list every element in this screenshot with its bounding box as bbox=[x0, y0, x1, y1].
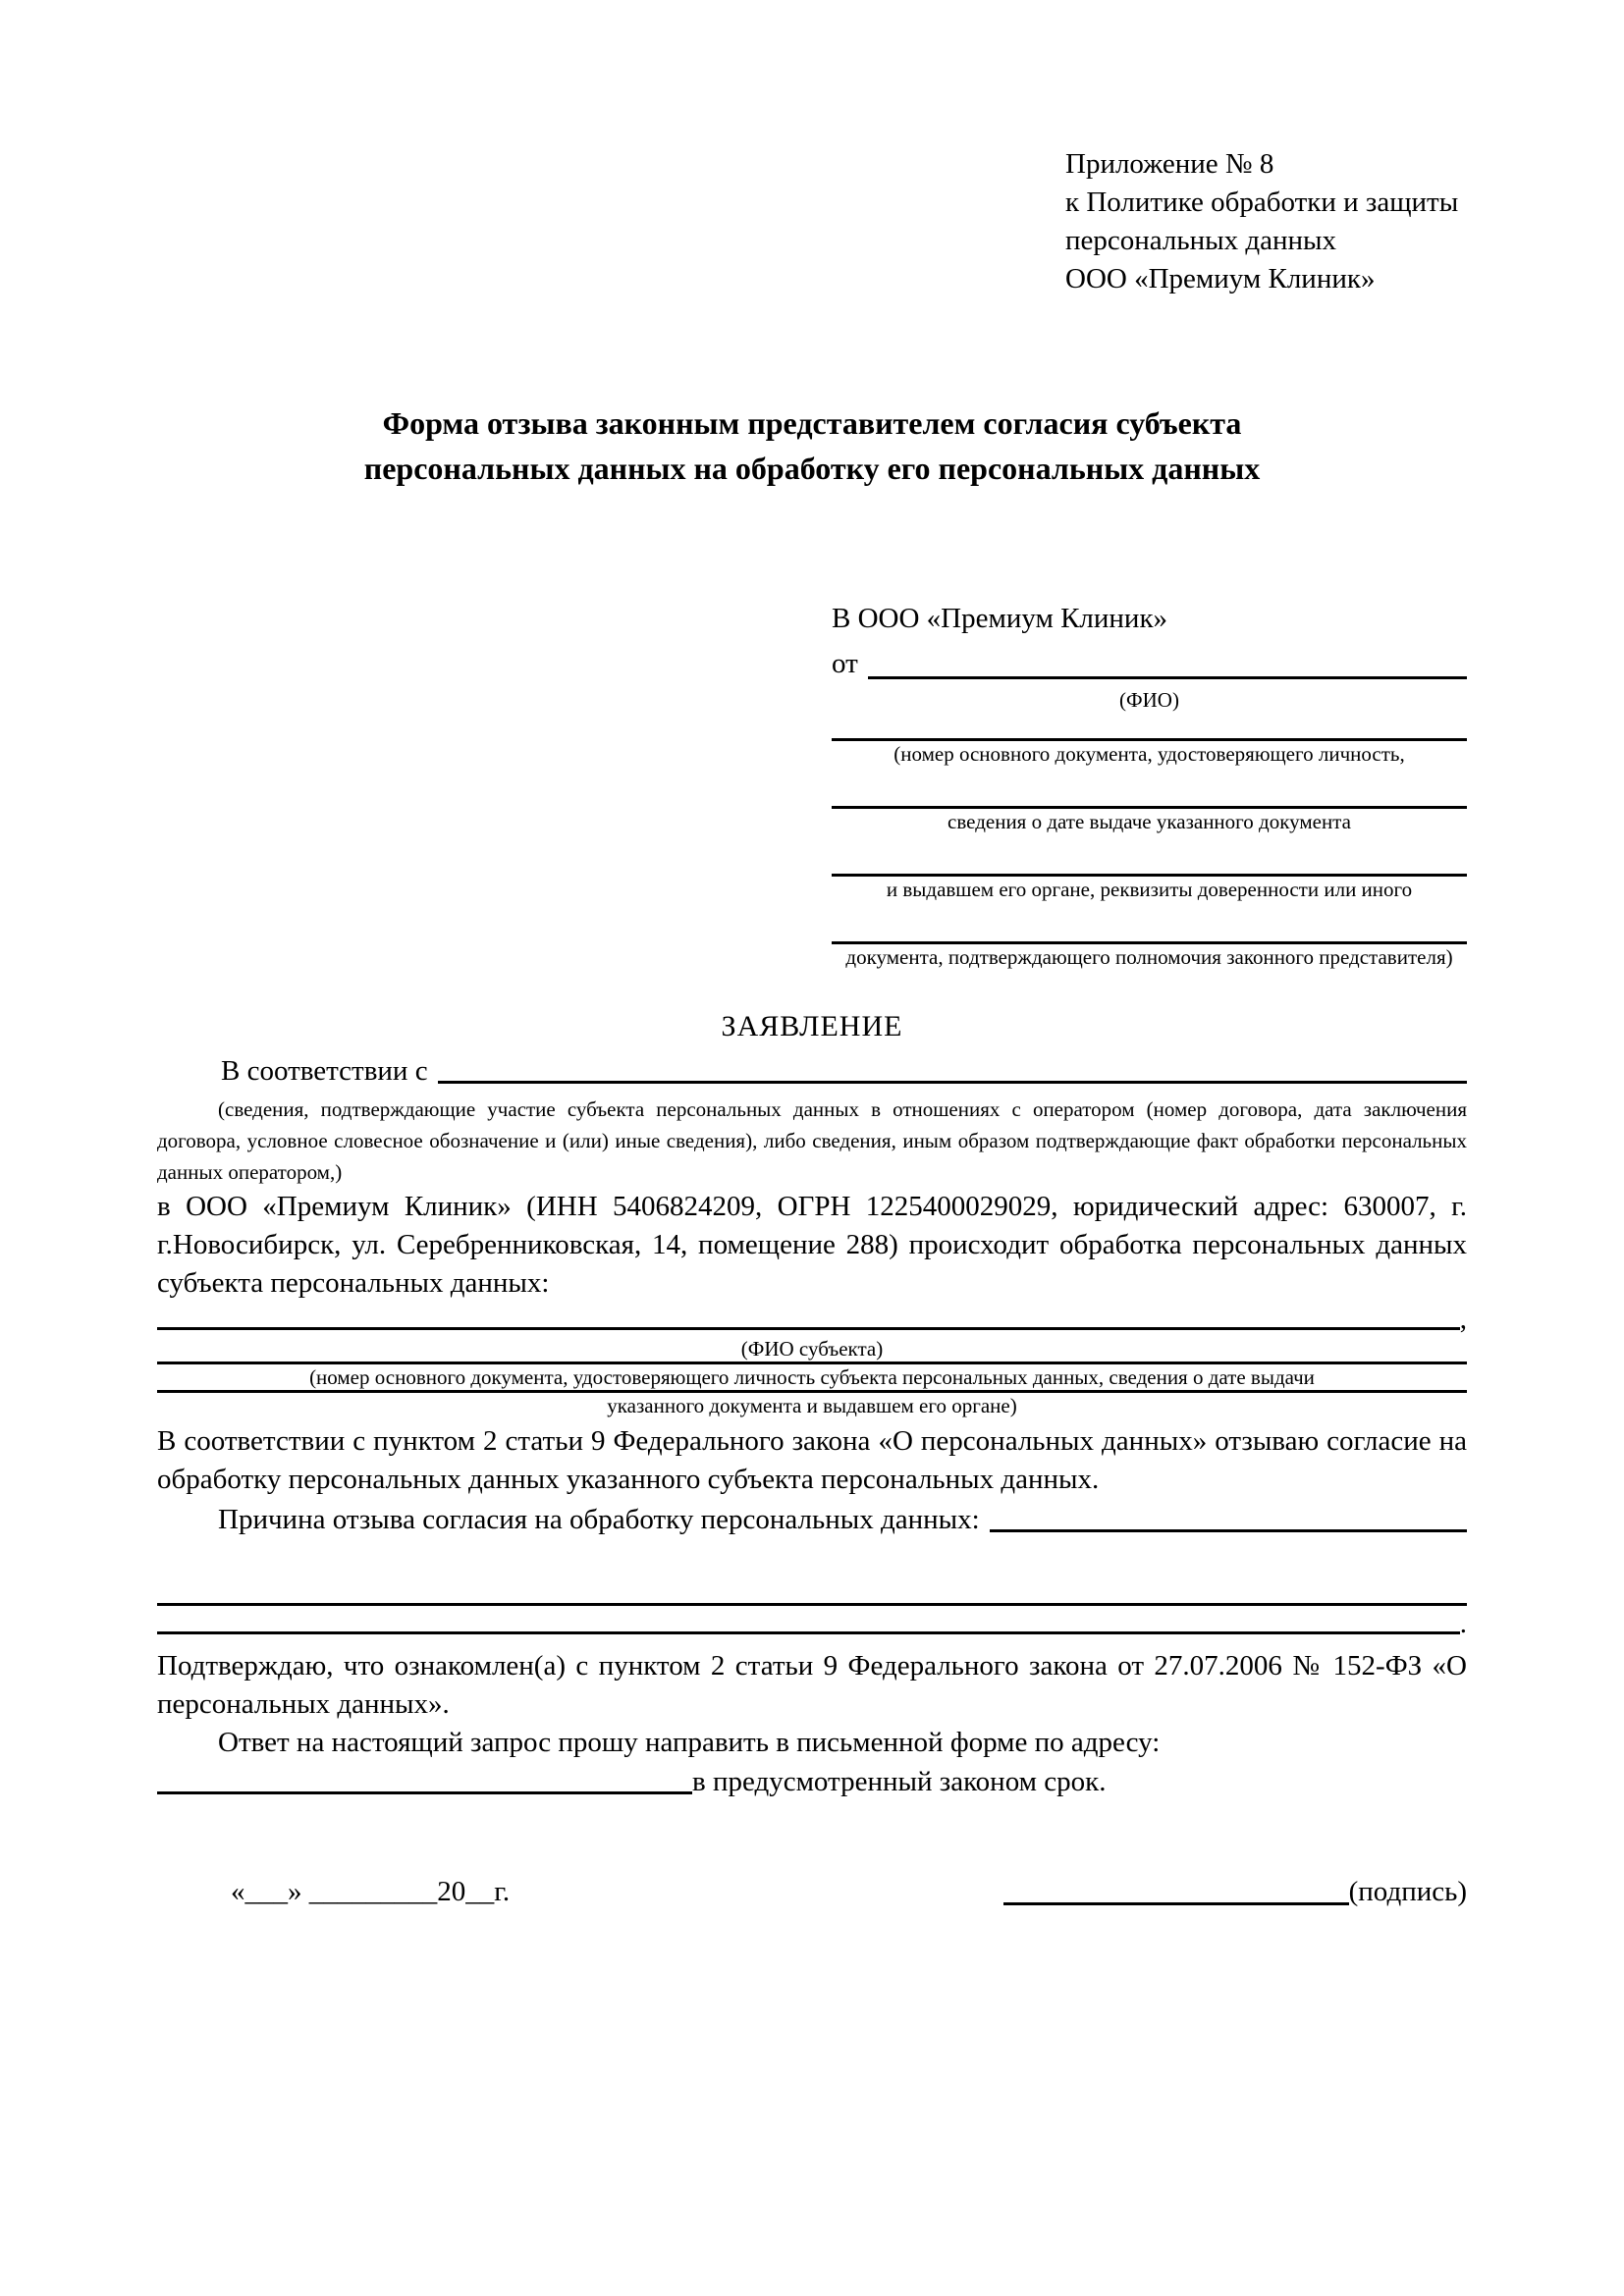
appendix-line: Приложение № 8 bbox=[1065, 148, 1274, 180]
from-row bbox=[832, 641, 1467, 687]
trailing-comma: , bbox=[1459, 1304, 1467, 1335]
authority-document-caption: документа, подтверждающего полномочия законного представителя) bbox=[845, 945, 1453, 969]
addressee-block bbox=[832, 597, 1467, 970]
subject-fio-caption: (ФИО субъекта) bbox=[740, 1337, 884, 1361]
reason-row bbox=[157, 1499, 1467, 1540]
reason-extra-row-2 bbox=[157, 1606, 1467, 1641]
from-label: от bbox=[832, 648, 858, 679]
basis-fill-line bbox=[438, 1050, 1467, 1084]
signature-group bbox=[1003, 1870, 1467, 1914]
fio-caption: (ФИО) bbox=[1119, 688, 1179, 712]
statement-heading: ЗАЯВЛЕНИЕ bbox=[721, 1010, 903, 1042]
representative-name-fill-line bbox=[868, 641, 1467, 679]
appendix-line: ООО «Премиум Клиник» bbox=[1065, 263, 1376, 294]
appendix-line: персональных данных bbox=[1065, 225, 1337, 256]
issuing-authority-caption: и выдавшем его органе, реквизиты доверенности или иного bbox=[886, 878, 1413, 901]
basis-prefix: В соответствии с bbox=[221, 1055, 428, 1087]
subject-name-fill-line bbox=[157, 1303, 1460, 1330]
signature-caption: (подпись) bbox=[1348, 1876, 1467, 1907]
issue-date-caption: сведения о дате выдаче указанного документа bbox=[947, 810, 1351, 833]
withdrawal-paragraph: В соответствии с пунктом 2 статьи 9 Федерального закона «О персональных данных» отзываю согласие на обработку персональных данных указанного субъекта персональных данных. bbox=[157, 1425, 1467, 1495]
reason-extra-fill-line-2 bbox=[157, 1606, 1460, 1634]
document-number-caption: (номер основного документа, удостоверяющего личность, bbox=[893, 742, 1405, 766]
date-blank: «___» _________20__г. bbox=[231, 1876, 511, 1907]
subject-name-row bbox=[157, 1303, 1467, 1336]
footer-row bbox=[157, 1870, 1467, 1914]
reason-prefix: Причина отзыва согласия на обработку персональных данных: bbox=[218, 1504, 980, 1535]
appendix-header bbox=[1065, 145, 1467, 298]
trailing-period: . bbox=[1459, 1608, 1467, 1639]
subject-document-caption: (номер основного документа, удостоверяющего личность субъекта персональных данных, сведения о дате выдачи bbox=[309, 1365, 1315, 1389]
reason-fill-line bbox=[990, 1499, 1467, 1532]
reply-address-fill-line bbox=[157, 1762, 692, 1794]
signature-fill-line bbox=[1003, 1870, 1349, 1905]
acknowledgement-paragraph: Подтверждаю, что ознакомлен(а) с пунктом 2 статьи 9 Федерального закона от 27.07.2006 № 152-ФЗ «О персональных данных». bbox=[157, 1650, 1467, 1720]
reply-address-row bbox=[157, 1762, 1467, 1801]
subject-document-caption-2: указанного документа и выдавшем его органе) bbox=[607, 1394, 1017, 1417]
basis-row bbox=[157, 1050, 1467, 1092]
addressee-organization: В ООО «Премиум Клиник» bbox=[832, 603, 1168, 634]
basis-note: (сведения, подтверждающие участие субъекта персональных данных в отношениях с оператором (номер договора, дата заключения договора, условное словесное обозначение и (или) иные сведения), либо сведения, иным образом подтверждающие факт обработки персональных данных оператором,) bbox=[157, 1097, 1467, 1184]
reply-request-line: Ответ на настоящий запрос прошу направить в письменной форме по адресу: bbox=[218, 1727, 1161, 1758]
document-title: Форма отзыва законным представителем согласия субъекта персональных данных на обработку его персональных данных bbox=[363, 405, 1261, 486]
reply-suffix: в предусмотренный законом срок. bbox=[692, 1766, 1107, 1797]
operator-paragraph: в ООО «Премиум Клиник» (ИНН 5406824209, ОГРН 1225400029029, юридический адрес: 630007, г. г.Новосибирск, ул. Серебренниковская, 14, помещение 288) происходит обработка персональных данных субъекта персональных данных: bbox=[157, 1191, 1467, 1299]
appendix-line: к Политике обработки и защиты bbox=[1065, 187, 1459, 218]
